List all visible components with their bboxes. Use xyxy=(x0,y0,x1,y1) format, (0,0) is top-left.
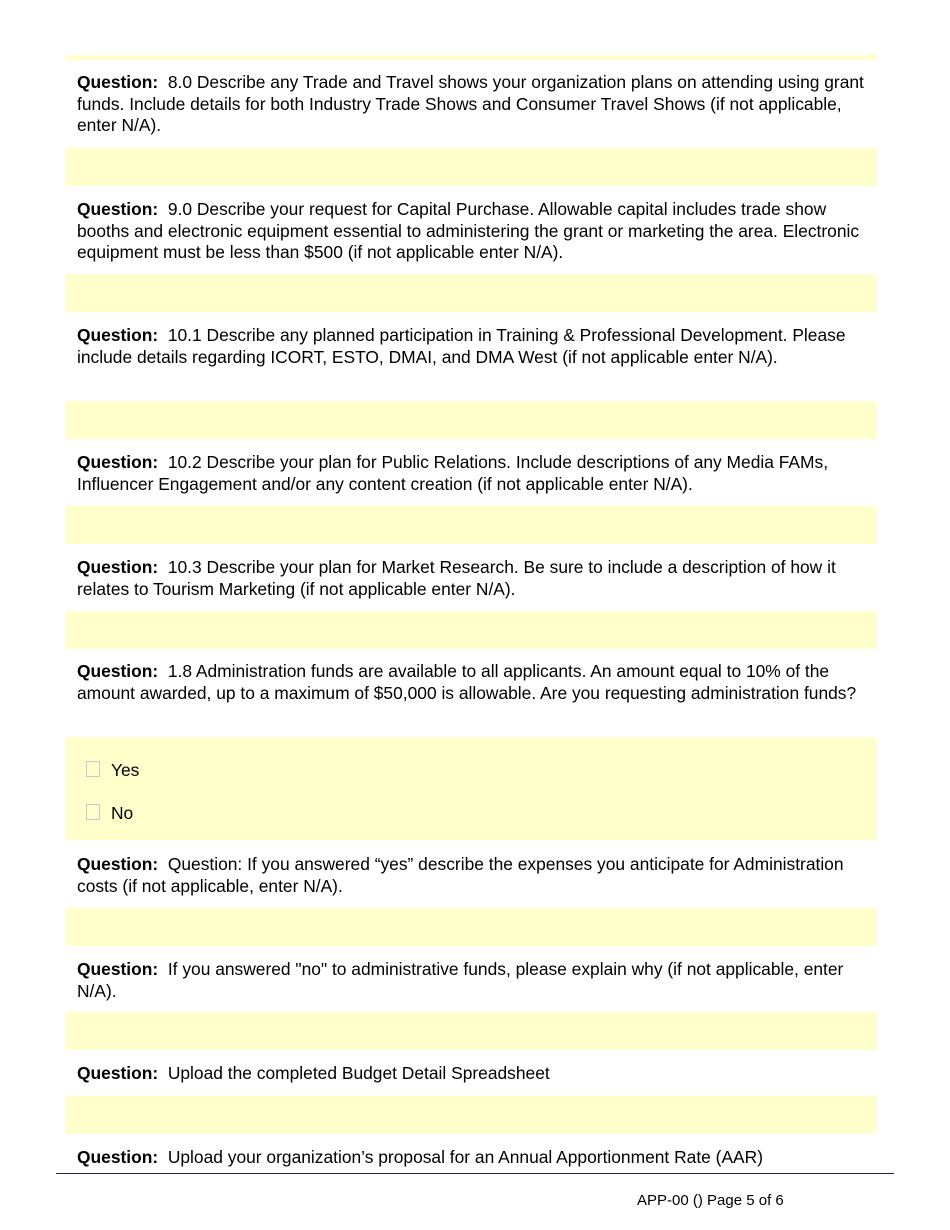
answer-field-10-2[interactable] xyxy=(66,506,877,544)
question-label: Question: xyxy=(77,959,159,979)
question-text: 8.0 Describe any Trade and Travel shows your organization plans on attending using grant funds. Include details for both Industry Trade Shows and Consumer Travel Shows (if not applicable, enter N/A). xyxy=(77,72,864,135)
question-label: Question: xyxy=(77,325,159,345)
checkbox-no[interactable] xyxy=(86,804,100,820)
question-budget-upload xyxy=(77,1063,867,1085)
question-10-2 xyxy=(77,452,867,495)
checkbox-yes[interactable] xyxy=(86,761,100,777)
answer-options-1-8 xyxy=(66,737,877,840)
question-text: 10.3 Describe your plan for Market Research. Be sure to include a description of how it relates to Tourism Marketing (if not applicable enter N/A). xyxy=(77,557,836,599)
question-label: Question: xyxy=(77,661,159,681)
question-text: 1.8 Administration funds are available to all applicants. An amount equal to 10% of the amount awarded, up to a maximum of $50,000 is allowable. Are you requesting administration funds? xyxy=(77,661,857,703)
answer-field-budget-upload[interactable] xyxy=(66,1096,877,1134)
option-yes-label: Yes xyxy=(111,760,140,780)
answer-field-top xyxy=(66,55,877,60)
question-text: Upload your organization’s proposal for an Annual Apportionment Rate (AAR) xyxy=(167,1147,764,1167)
page-footer: APP-00 () Page 5 of 6 xyxy=(637,1192,784,1209)
answer-field-10-3[interactable] xyxy=(66,611,877,649)
question-admin-no xyxy=(77,959,867,1002)
option-no[interactable] xyxy=(86,803,133,824)
question-1-8 xyxy=(77,661,867,704)
question-8-0 xyxy=(77,72,867,137)
answer-field-admin-yes[interactable] xyxy=(66,908,877,946)
question-label: Question: xyxy=(77,72,159,92)
question-10-3 xyxy=(77,557,867,600)
question-text: 9.0 Describe your request for Capital Purchase. Allowable capital includes trade show booths and electronic equipment essential to administering the grant or marketing the area. Electronic equipment must be less than $500 (if not applicable enter N/A). xyxy=(77,199,860,262)
footer-divider xyxy=(56,1173,894,1174)
question-label: Question: xyxy=(77,199,159,219)
option-yes[interactable] xyxy=(86,760,139,781)
question-label: Question: xyxy=(77,452,159,472)
answer-field-10-1[interactable] xyxy=(66,401,877,439)
answer-field-8-0[interactable] xyxy=(66,148,877,186)
question-label: Question: xyxy=(77,854,159,874)
question-10-1 xyxy=(77,325,867,368)
question-label: Question: xyxy=(77,557,159,577)
option-no-label: No xyxy=(111,803,134,823)
answer-field-9-0[interactable] xyxy=(66,274,877,312)
question-text: Question: If you answered “yes” describe the expenses you anticipate for Administration costs (if not applicable, enter N/A). xyxy=(77,854,844,896)
question-text: 10.1 Describe any planned participation in Training & Professional Development. Please include details regarding ICORT, ESTO, DMAI, and DMA West (if not applicable enter N/A). xyxy=(77,325,846,367)
question-text: If you answered "no" to administrative funds, please explain why (if not applicable, enter N/A). xyxy=(77,959,844,1001)
question-label: Question: xyxy=(77,1063,159,1083)
question-label: Question: xyxy=(77,1147,159,1167)
question-admin-yes xyxy=(77,854,867,897)
question-aar-upload xyxy=(77,1147,867,1169)
answer-field-admin-no[interactable] xyxy=(66,1012,877,1050)
question-text: Upload the completed Budget Detail Spreadsheet xyxy=(167,1063,550,1083)
question-text: 10.2 Describe your plan for Public Relations. Include descriptions of any Media FAMs, Influencer Engagement and/or any content creation (if not applicable enter N/A). xyxy=(77,452,829,494)
question-9-0 xyxy=(77,199,867,264)
